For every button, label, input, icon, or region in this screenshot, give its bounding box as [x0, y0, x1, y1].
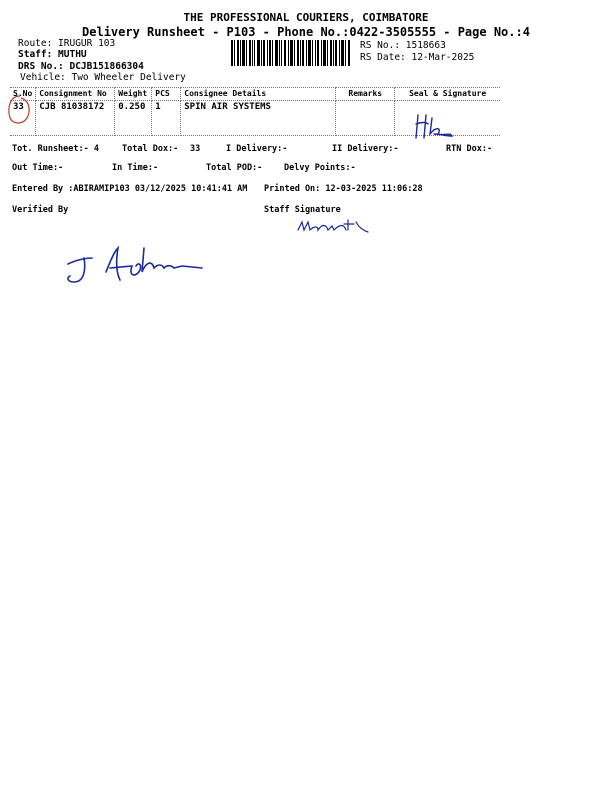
col-sno: S.No — [10, 88, 36, 101]
rs-number: RS No.: 1518663 — [360, 40, 446, 51]
rtn-dox: RTN Dox:- — [446, 144, 493, 154]
total-dox-label: Total Dox:- — [122, 144, 179, 154]
verified-signature-icon — [62, 242, 212, 294]
drs-label: DRS No.: DCJB151866304 — [18, 61, 144, 72]
out-time: Out Time:- — [12, 163, 64, 173]
staff-signature-icon — [296, 216, 376, 242]
staff-signature-label: Staff Signature — [264, 205, 341, 215]
cell-pcs: 1 — [152, 101, 181, 136]
tot-runsheet: Tot. Runsheet:- 4 — [12, 144, 99, 154]
in-time: In Time:- — [112, 163, 159, 173]
cell-consignee: SPIN AIR SYSTEMS — [181, 101, 336, 136]
cell-remarks — [336, 101, 395, 136]
staff-label: Staff: MUTHU — [18, 49, 87, 60]
total-pod: Total POD:- — [206, 163, 263, 173]
rs-date: RS Date: 12-Mar-2025 — [360, 52, 475, 63]
col-consignee: Consignee Details — [181, 88, 336, 101]
col-pcs: PCS — [152, 88, 181, 101]
circle-mark-icon — [6, 94, 32, 130]
entered-by: Entered By :ABIRAMIP103 03/12/2025 10:41:41 AM — [12, 184, 248, 194]
col-consignment: Consignment No — [36, 88, 115, 101]
i-delivery: I Delivery:- — [226, 144, 288, 154]
cell-consignment: CJB 81038172 — [36, 101, 115, 136]
table-header-row — [10, 88, 500, 101]
runsheet-title: Delivery Runsheet - P103 - Phone No.:0422-3505555 - Page No.:4 — [82, 25, 530, 39]
col-remarks: Remarks — [336, 88, 395, 101]
seal-signature-icon — [412, 112, 472, 146]
cell-sno: 33 — [10, 101, 36, 136]
total-dox-value: 33 — [190, 144, 201, 154]
printed-on: Printed On: 12-03-2025 11:06:28 — [264, 184, 423, 194]
delvy-points: Delvy Points:- — [284, 163, 356, 173]
verified-by-label: Verified By — [12, 205, 69, 215]
barcode-icon — [231, 40, 351, 66]
route-label: Route: IRUGUR 103 — [18, 38, 116, 49]
vehicle-label: Vehicle: Two Wheeler Delivery — [20, 72, 186, 83]
col-seal: Seal & Signature — [395, 88, 500, 101]
col-weight: Weight — [115, 88, 152, 101]
company-name: THE PROFESSIONAL COURIERS, COIMBATORE — [183, 11, 429, 24]
cell-weight: 0.250 — [115, 101, 152, 136]
ii-delivery: II Delivery:- — [332, 144, 399, 154]
